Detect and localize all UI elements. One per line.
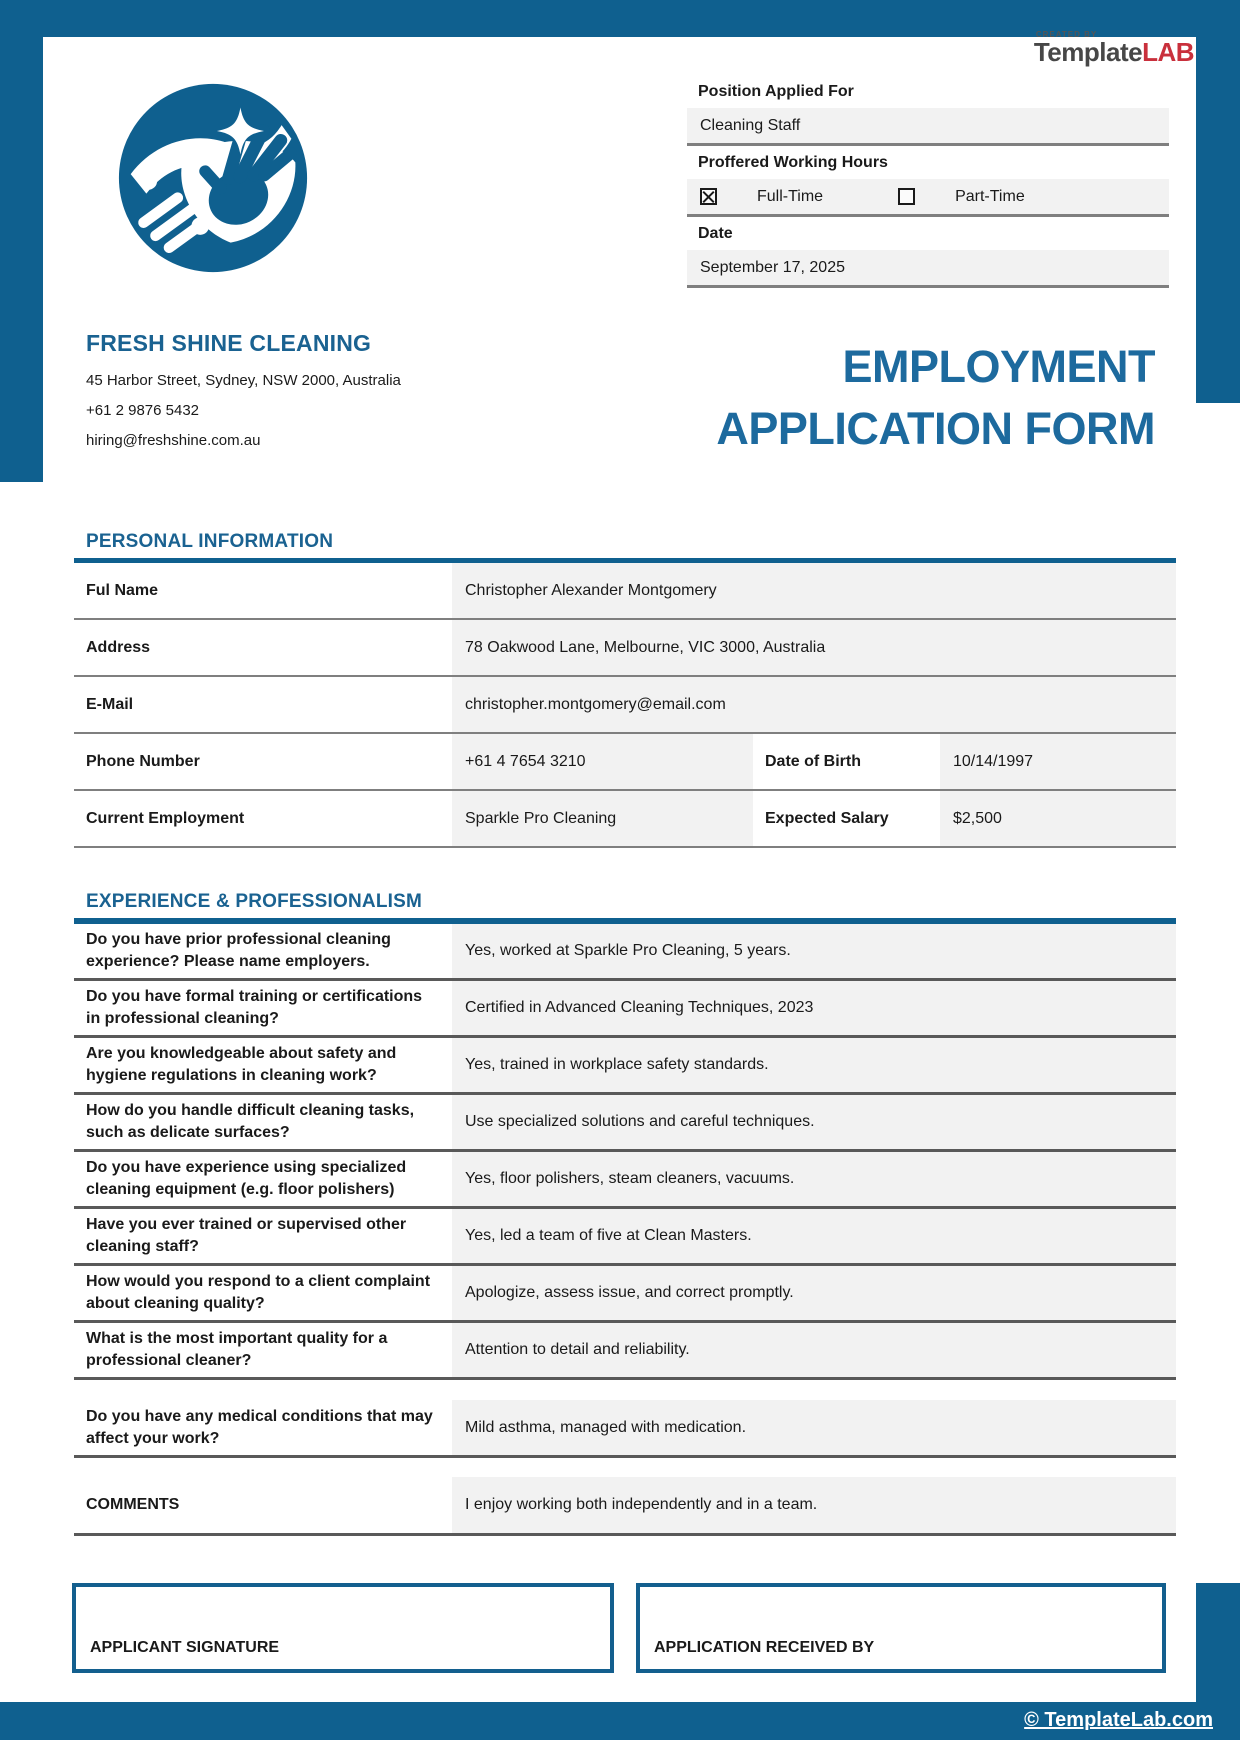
- application-meta-block: [687, 75, 1169, 288]
- email-field[interactable]: christopher.montgomery@email.com: [452, 677, 1176, 732]
- qa-row: [74, 1038, 1176, 1095]
- working-hours-field: [687, 179, 1169, 217]
- question-label: What is the most important quality for a professional cleaner?: [74, 1323, 452, 1377]
- address-field[interactable]: 78 Oakwood Lane, Melbourne, VIC 3000, Australia: [452, 620, 1176, 675]
- templatelab-logo: [1034, 31, 1194, 65]
- table-row: [74, 677, 1176, 734]
- cleaning-hand-sparkle-icon: [115, 80, 311, 276]
- question-label: How would you respond to a client complaint about cleaning quality?: [74, 1266, 452, 1320]
- company-email: hiring@freshshine.com.au: [86, 432, 261, 449]
- applicant-signature-label: APPLICANT SIGNATURE: [90, 1639, 280, 1656]
- table-row: [74, 563, 1176, 620]
- full-name-label: Ful Name: [74, 563, 452, 618]
- dob-label: Date of Birth: [753, 734, 940, 789]
- qa-row: [74, 1209, 1176, 1266]
- medical-question-label: Do you have any medical conditions that may affect your work?: [74, 1400, 452, 1455]
- comments-field[interactable]: I enjoy working both independently and in a team.: [452, 1477, 1176, 1533]
- qa-row: [74, 981, 1176, 1038]
- templatelab-wordmark: [1034, 39, 1194, 65]
- full-name-field[interactable]: Christopher Alexander Montgomery: [452, 563, 1176, 618]
- document-title: [716, 336, 1155, 460]
- question-label: Do you have formal training or certifications in professional cleaning?: [74, 981, 452, 1035]
- part-time-checkbox[interactable]: [898, 188, 915, 205]
- table-row: [74, 734, 1176, 791]
- phone-field[interactable]: +61 4 7654 3210: [452, 734, 753, 789]
- personal-information-heading: PERSONAL INFORMATION: [86, 531, 334, 552]
- full-time-label: Full-Time: [757, 187, 824, 205]
- qa-row: [74, 1323, 1176, 1380]
- personal-information-section: [74, 531, 1176, 848]
- answer-field[interactable]: Yes, led a team of five at Clean Masters.: [452, 1209, 1176, 1263]
- comments-row: [74, 1477, 1176, 1536]
- expected-salary-field[interactable]: $2,500: [940, 791, 1176, 846]
- current-employment-label: Current Employment: [74, 791, 452, 846]
- position-applied-field[interactable]: Cleaning Staff: [687, 108, 1169, 146]
- application-received-box[interactable]: [636, 1583, 1166, 1673]
- medical-answer-field[interactable]: Mild asthma, managed with medication.: [452, 1400, 1176, 1455]
- company-name: FRESH SHINE CLEANING: [86, 330, 372, 356]
- email-label: E-Mail: [74, 677, 452, 732]
- question-label: Have you ever trained or supervised other cleaning staff?: [74, 1209, 452, 1263]
- medical-row: [74, 1400, 1176, 1458]
- address-label: Address: [74, 620, 452, 675]
- qa-row: [74, 1266, 1176, 1323]
- application-received-label: APPLICATION RECEIVED BY: [654, 1639, 875, 1656]
- date-field[interactable]: September 17, 2025: [687, 250, 1169, 288]
- experience-section: [74, 891, 1176, 1536]
- question-label: Are you knowledgeable about safety and hygiene regulations in cleaning work?: [74, 1038, 452, 1092]
- left-accent-band: [0, 0, 43, 482]
- answer-field[interactable]: Attention to detail and reliability.: [452, 1323, 1176, 1377]
- question-label: Do you have prior professional cleaning experience? Please name employers.: [74, 924, 452, 978]
- right-accent-band-top: [1196, 0, 1240, 403]
- created-by-label: CREATED BY: [1035, 30, 1098, 39]
- answer-field[interactable]: Yes, floor polishers, steam cleaners, vacuums.: [452, 1152, 1176, 1206]
- answer-field[interactable]: Apologize, assess issue, and correct promptly.: [452, 1266, 1176, 1320]
- title-line-1: EMPLOYMENT: [842, 341, 1155, 392]
- applicant-signature-box[interactable]: [72, 1583, 614, 1673]
- qa-row: [74, 924, 1176, 981]
- title-line-2: APPLICATION FORM: [716, 403, 1155, 454]
- comments-label: COMMENTS: [74, 1477, 452, 1533]
- question-label: Do you have experience using specialized cleaning equipment (e.g. floor polishers): [74, 1152, 452, 1206]
- phone-label: Phone Number: [74, 734, 452, 789]
- experience-heading: EXPERIENCE & PROFESSIONALISM: [86, 891, 423, 912]
- answer-field[interactable]: Yes, worked at Sparkle Pro Cleaning, 5 years.: [452, 924, 1176, 978]
- table-row: [74, 791, 1176, 848]
- position-applied-label: Position Applied For: [687, 75, 1169, 108]
- answer-field[interactable]: Yes, trained in workplace safety standards.: [452, 1038, 1176, 1092]
- company-address: 45 Harbor Street, Sydney, NSW 2000, Australia: [86, 372, 401, 389]
- templatelab-footer-link[interactable]: © TemplateLab.com: [1024, 1709, 1213, 1731]
- company-logo: [115, 80, 311, 281]
- question-label: How do you handle difficult cleaning tasks, such as delicate surfaces?: [74, 1095, 452, 1149]
- qa-row: [74, 1152, 1176, 1209]
- full-time-checkbox[interactable]: [700, 188, 717, 205]
- dob-field[interactable]: 10/14/1997: [940, 734, 1176, 789]
- brand-main: Template: [1033, 37, 1143, 67]
- working-hours-label: Proffered Working Hours: [687, 146, 1169, 179]
- company-phone: +61 2 9876 5432: [86, 402, 200, 419]
- expected-salary-label: Expected Salary: [753, 791, 940, 846]
- part-time-label: Part-Time: [955, 187, 1025, 205]
- answer-field[interactable]: Use specialized solutions and careful techniques.: [452, 1095, 1176, 1149]
- company-identity: [86, 330, 566, 462]
- brand-suffix: LAB: [1142, 37, 1194, 67]
- date-label: Date: [687, 217, 1169, 250]
- table-row: [74, 620, 1176, 677]
- answer-field[interactable]: Certified in Advanced Cleaning Techniques, 2023: [452, 981, 1176, 1035]
- current-employment-field[interactable]: Sparkle Pro Cleaning: [452, 791, 753, 846]
- qa-row: [74, 1095, 1176, 1152]
